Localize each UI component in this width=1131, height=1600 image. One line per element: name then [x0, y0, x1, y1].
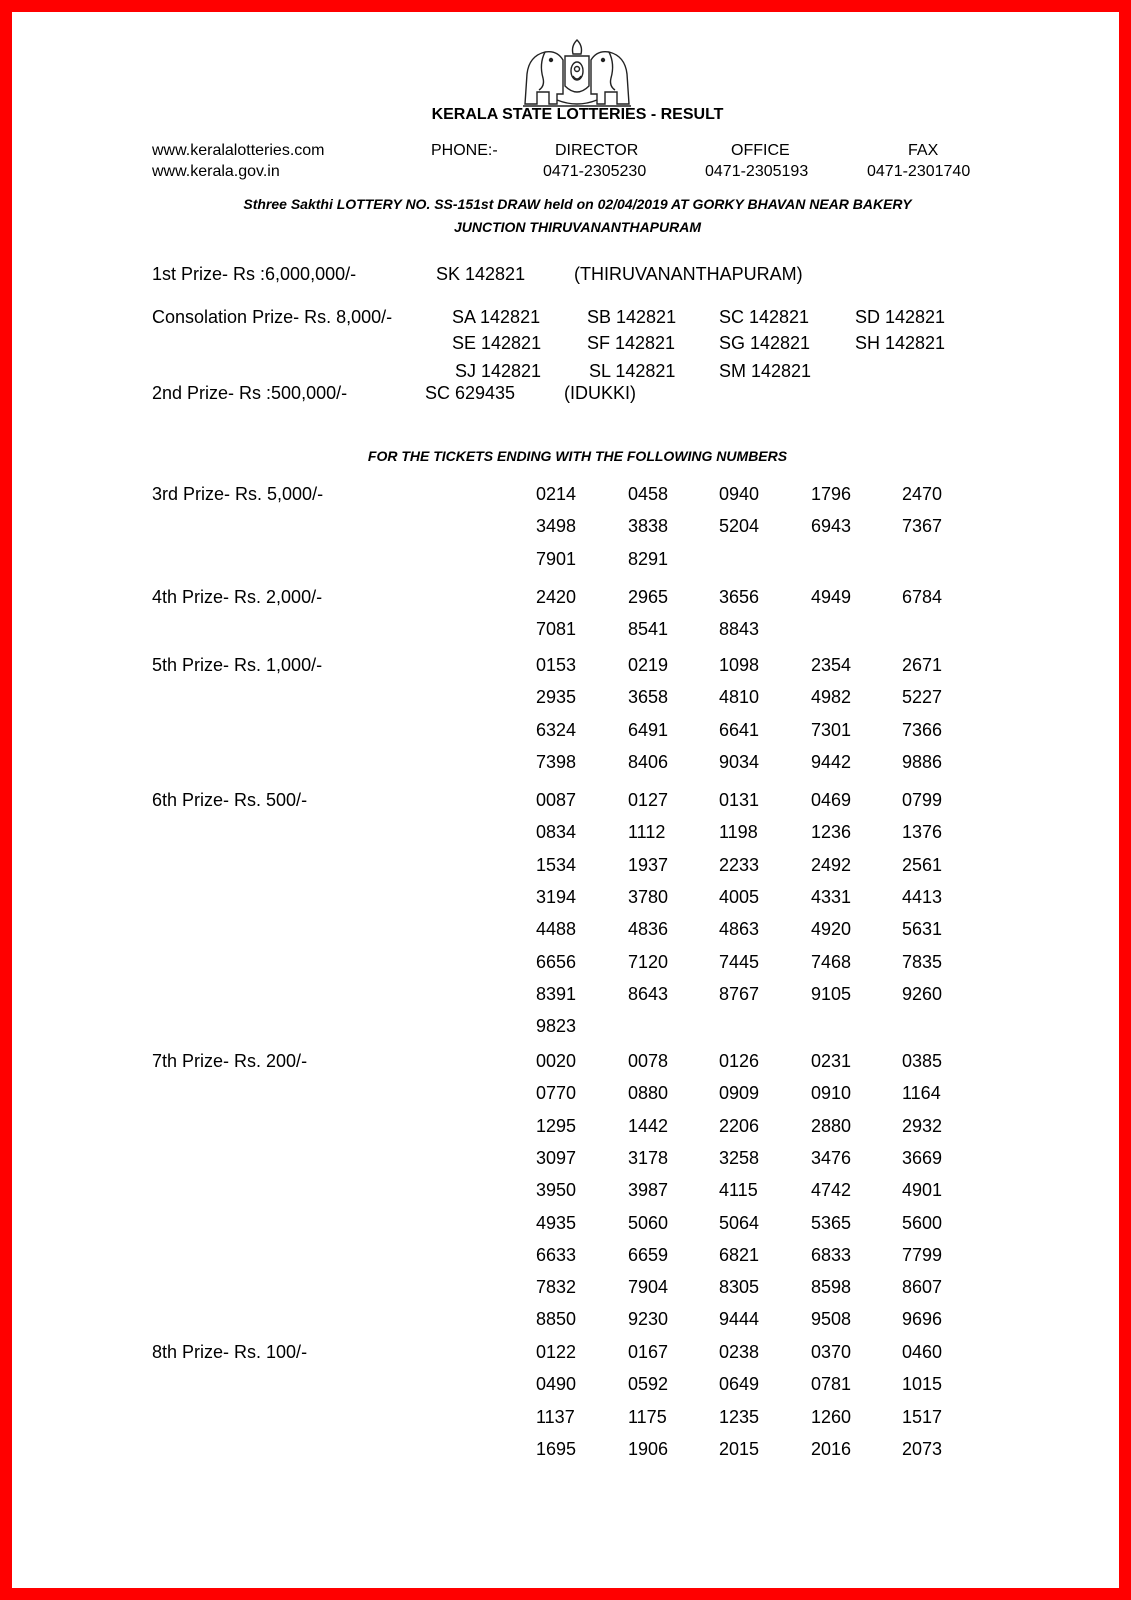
winning-number: 8850	[536, 1309, 577, 1330]
winning-number: 0910	[811, 1083, 852, 1104]
winning-number: 0460	[902, 1342, 943, 1362]
winning-number: 1517	[902, 1406, 943, 1427]
fax-phone: 0471-2301740	[867, 163, 971, 180]
winning-number: 3194	[536, 886, 577, 907]
winning-number: 8598	[811, 1277, 852, 1298]
winning-number: 9260	[902, 983, 943, 1004]
winning-number: 0231	[811, 1051, 852, 1071]
winning-number: 8391	[536, 983, 577, 1004]
winning-number: 2935	[536, 687, 577, 708]
prize-label: 4th Prize- Rs. 2,000/-	[152, 587, 323, 607]
winning-number: 9444	[719, 1309, 760, 1330]
prize-label: 5th Prize- Rs. 1,000/-	[152, 655, 323, 675]
winning-number: 4935	[536, 1212, 577, 1233]
consolation-ticket: SC 142821	[719, 307, 810, 327]
winning-number: 0087	[536, 790, 577, 810]
winning-number: 9105	[811, 983, 852, 1004]
winning-number: 5227	[902, 687, 943, 708]
winning-number: 6641	[719, 719, 760, 740]
winning-number: 1534	[536, 854, 577, 875]
winning-number: 4115	[719, 1180, 758, 1201]
winning-number: 5631	[902, 919, 943, 940]
winning-number: 1137	[536, 1406, 575, 1427]
winning-number: 1295	[536, 1115, 577, 1136]
consolation-ticket: SB 142821	[587, 307, 677, 327]
winning-number: 8607	[902, 1277, 943, 1298]
winning-number: 0153	[536, 655, 577, 675]
winning-number: 1937	[628, 854, 669, 875]
winning-number: 7799	[902, 1244, 943, 1265]
winning-number: 9230	[628, 1309, 669, 1330]
fax-label: FAX	[908, 142, 939, 159]
consolation-ticket: SM 142821	[719, 361, 812, 381]
winning-number: 0214	[536, 484, 577, 504]
winning-number: 7081	[536, 619, 577, 640]
director-phone: 0471-2305230	[543, 163, 647, 180]
winning-number: 7904	[628, 1277, 669, 1298]
consolation-prize-label: Consolation Prize- Rs. 8,000/-	[152, 307, 393, 327]
winning-number: 5204	[719, 516, 760, 537]
winning-number: 0880	[628, 1083, 669, 1104]
winning-number: 0131	[719, 790, 760, 810]
consolation-ticket: SA 142821	[452, 307, 541, 327]
winning-number: 6491	[628, 719, 669, 740]
winning-number: 6821	[719, 1244, 760, 1265]
winning-number: 2880	[811, 1115, 852, 1136]
winning-number: 4982	[811, 687, 852, 708]
winning-number: 0770	[536, 1083, 577, 1104]
winning-number: 2420	[536, 587, 577, 607]
consolation-ticket: SJ 142821	[455, 361, 542, 381]
winning-number: 1236	[811, 822, 852, 843]
winning-number: 2470	[902, 484, 943, 504]
winning-number: 4836	[628, 919, 669, 940]
consolation-ticket: SL 142821	[589, 361, 676, 381]
winning-number: 3476	[811, 1147, 852, 1168]
winning-number: 0834	[536, 822, 577, 843]
winning-number: 1442	[628, 1115, 669, 1136]
draw-details-line1: Sthree Sakthi LOTTERY NO. SS-151st DRAW held on 02/04/2019 AT GORKY BHAVAN NEAR BAKERY	[243, 196, 912, 212]
winning-number: 3097	[536, 1147, 577, 1168]
winning-number: 0649	[719, 1374, 760, 1395]
winning-number: 1015	[902, 1374, 943, 1395]
winning-number: 8291	[628, 548, 669, 569]
winning-number: 8541	[628, 619, 669, 640]
winning-number: 5060	[628, 1212, 669, 1233]
winning-number: 4901	[902, 1180, 943, 1201]
winning-number: 0490	[536, 1374, 577, 1395]
winning-number: 3658	[628, 687, 669, 708]
draw-details-line2: JUNCTION THIRUVANANTHAPURAM	[453, 219, 702, 235]
winning-number: 3669	[902, 1147, 943, 1168]
winning-number: 2354	[811, 655, 852, 675]
winning-number: 3987	[628, 1180, 669, 1201]
winning-number: 4413	[902, 886, 943, 907]
winning-number: 4863	[719, 919, 760, 940]
winning-number: 4949	[811, 587, 852, 607]
consolation-ticket: SF 142821	[587, 333, 676, 353]
winning-number: 3838	[628, 516, 669, 537]
winning-number: 0219	[628, 655, 669, 675]
winning-number: 1906	[628, 1438, 669, 1459]
winning-number: 3258	[719, 1147, 760, 1168]
winning-number: 2016	[811, 1438, 852, 1459]
consolation-ticket: SD 142821	[855, 307, 946, 327]
winning-number: 3950	[536, 1180, 577, 1201]
winning-number: 1164	[902, 1083, 941, 1104]
second-prize-label: 2nd Prize- Rs :500,000/-	[152, 383, 348, 403]
office-phone: 0471-2305193	[705, 163, 809, 180]
phone-label: PHONE:-	[431, 142, 498, 159]
consolation-ticket: SH 142821	[855, 333, 946, 353]
winning-number: 7832	[536, 1277, 577, 1298]
website-link-lotteries[interactable]: www.keralalotteries.com	[152, 142, 325, 159]
prize-label: 8th Prize- Rs. 100/-	[152, 1342, 308, 1362]
winning-number: 7445	[719, 951, 760, 972]
winning-number: 2561	[902, 854, 943, 875]
winning-number: 7120	[628, 951, 669, 972]
winning-number: 2965	[628, 587, 669, 607]
winning-number: 4488	[536, 919, 577, 940]
winning-number: 4005	[719, 886, 760, 907]
winning-number: 1376	[902, 822, 943, 843]
winning-number: 2932	[902, 1115, 943, 1136]
winning-number: 3780	[628, 886, 669, 907]
first-prize-place: (THIRUVANANTHAPURAM)	[574, 264, 803, 284]
winning-number: 0020	[536, 1051, 577, 1071]
winning-number: 9823	[536, 1016, 577, 1037]
winning-number: 3656	[719, 587, 760, 607]
winning-number: 2206	[719, 1115, 760, 1136]
winning-number: 5064	[719, 1212, 760, 1233]
second-prize-ticket: SC 629435	[425, 383, 516, 403]
first-prize-label: 1st Prize- Rs :6,000,000/-	[152, 264, 357, 284]
winning-number: 8406	[628, 751, 669, 772]
first-prize-ticket: SK 142821	[436, 264, 526, 284]
winning-number: 0370	[811, 1342, 852, 1362]
winning-number: 6656	[536, 951, 577, 972]
website-link-gov[interactable]: www.kerala.gov.in	[152, 163, 280, 180]
office-label: OFFICE	[731, 142, 790, 159]
winning-number: 6324	[536, 719, 577, 740]
winning-number: 4810	[719, 687, 760, 708]
winning-number: 0940	[719, 484, 760, 504]
winning-number: 0458	[628, 484, 669, 504]
winning-number: 1235	[719, 1406, 760, 1427]
winning-number: 0592	[628, 1374, 669, 1395]
winning-number: 1695	[536, 1438, 577, 1459]
winning-number: 8767	[719, 983, 760, 1004]
winning-number: 8643	[628, 983, 669, 1004]
winning-number: 5365	[811, 1212, 852, 1233]
winning-number: 0781	[811, 1374, 852, 1395]
winning-number: 8843	[719, 619, 760, 640]
winning-number: 6633	[536, 1244, 577, 1265]
winning-number: 6784	[902, 587, 943, 607]
winning-number: 2671	[902, 655, 943, 675]
winning-number: 0799	[902, 790, 943, 810]
winning-number: 1112	[628, 822, 666, 843]
winning-number: 6943	[811, 516, 852, 537]
winning-number: 4742	[811, 1180, 852, 1201]
winning-number: 3178	[628, 1147, 669, 1168]
winning-number: 2015	[719, 1438, 760, 1459]
winning-number: 4331	[811, 886, 852, 907]
consolation-ticket: SE 142821	[452, 333, 542, 353]
endings-heading: FOR THE TICKETS ENDING WITH THE FOLLOWING NUMBERS	[367, 448, 788, 464]
prize-label: 7th Prize- Rs. 200/-	[152, 1051, 308, 1071]
winning-number: 9696	[902, 1309, 943, 1330]
consolation-ticket: SG 142821	[719, 333, 811, 353]
winning-number: 2233	[719, 854, 760, 875]
director-label: DIRECTOR	[555, 142, 639, 159]
winning-number: 7835	[902, 951, 943, 972]
winning-number: 0122	[536, 1342, 577, 1362]
winning-number: 7468	[811, 951, 852, 972]
winning-number: 1198	[719, 822, 758, 843]
winning-number: 0909	[719, 1083, 760, 1104]
winning-number: 7398	[536, 751, 577, 772]
prize-label: 3rd Prize- Rs. 5,000/-	[152, 484, 324, 504]
winning-number: 1796	[811, 484, 852, 504]
winning-number: 9886	[902, 751, 943, 772]
winning-number: 1260	[811, 1406, 852, 1427]
winning-number: 7901	[536, 548, 577, 569]
winning-number: 7301	[811, 719, 852, 740]
page-title: KERALA STATE LOTTERIES - RESULT	[431, 106, 724, 123]
winning-number: 6833	[811, 1244, 852, 1265]
winning-number: 2492	[811, 854, 852, 875]
winning-number: 2073	[902, 1438, 943, 1459]
winning-number: 1175	[628, 1406, 667, 1427]
winning-number: 7367	[902, 516, 943, 537]
winning-number: 1098	[719, 655, 760, 675]
winning-number: 3498	[536, 516, 577, 537]
winning-number: 0469	[811, 790, 852, 810]
winning-number: 7366	[902, 719, 943, 740]
winning-number: 9034	[719, 751, 760, 772]
second-prize-place: (IDUKKI)	[564, 383, 636, 403]
winning-number: 9508	[811, 1309, 852, 1330]
winning-number: 0127	[628, 790, 669, 810]
winning-number: 0238	[719, 1342, 760, 1362]
winning-number: 0078	[628, 1051, 669, 1071]
winning-number: 4920	[811, 919, 852, 940]
winning-number: 5600	[902, 1212, 943, 1233]
winning-number: 6659	[628, 1244, 669, 1265]
kerala-emblem-icon	[517, 34, 637, 110]
winning-number: 0385	[902, 1051, 943, 1071]
winning-number: 0167	[628, 1342, 669, 1362]
winning-number: 9442	[811, 751, 852, 772]
winning-number: 8305	[719, 1277, 760, 1298]
winning-number: 0126	[719, 1051, 760, 1071]
prize-label: 6th Prize- Rs. 500/-	[152, 790, 308, 810]
